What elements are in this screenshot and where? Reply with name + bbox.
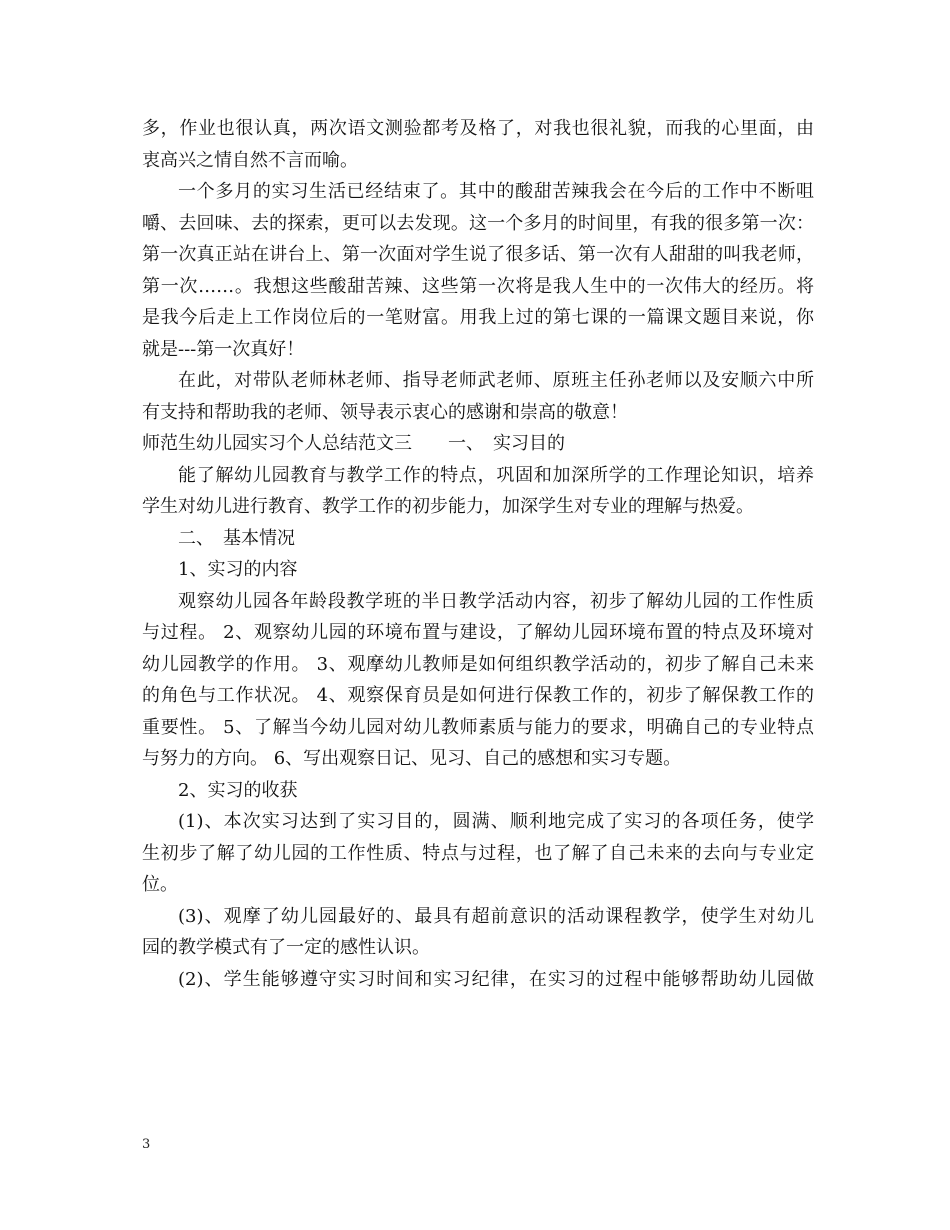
text-line: 第一次真正站在讲台上、第一次面对学生说了很多话、第一次有人甜甜的叫我老师， [142, 244, 814, 265]
section-heading: 师范生幼儿园实习个人总结范文三 一、 实习目的 [142, 433, 565, 454]
text-line: 在此，对带队老师林老师、指导老师武老师、原班主任孙老师以及安顺六中所 [178, 370, 814, 391]
text-line: 嚼、去回味、去的探索，更可以去发现。这一个多月的时间里，有我的很多第一次： [142, 212, 814, 234]
text-line: 有支持和帮助我的老师、领导表示衷心的感谢和崇高的敬意！ [142, 401, 628, 423]
text-line: 重要性。 5、了解当今幼儿园对幼儿教师素质与能力的要求，明确自己的专业特点 [142, 716, 814, 738]
text-line: 幼儿园教学的作用。 3、观摩幼儿教师是如何组织教学活动的，初步了解自己未来 [142, 653, 814, 675]
text-line: 位。 [142, 874, 178, 895]
document-body [142, 113, 814, 995]
text-line: 一个多月的实习生活已经结束了。其中的酸甜苦辣我会在今后的工作中不断咀 [178, 181, 814, 202]
page-number: 3 [142, 1137, 151, 1152]
text-line: 的角色与工作状况。 4、观察保育员是如何进行保教工作的，初步了解保教工作的 [142, 685, 814, 706]
text-line: 学生对幼儿进行教育、教学工作的初步能力，加深学生对专业的理解与热爱。 [142, 496, 754, 517]
text-line: 观察幼儿园各年龄段教学班的半日教学活动内容，初步了解幼儿园的工作性质 [178, 590, 814, 612]
subsection-heading: 2、实习的收获 [178, 779, 298, 801]
text-line: 就是---第一次真好！ [142, 338, 305, 360]
text-line: 生初步了解了幼儿园的工作性质、特点与过程，也了解了自己未来的去向与专业定 [142, 842, 814, 864]
text-line: 与努力的方向。 6、写出观察日记、见习、自己的感想和实习专题。 [142, 748, 682, 769]
text-line: 是我今后走上工作岗位后的一笔财富。用我上过的第七课的一篇课文题目来说，你 [142, 307, 814, 328]
text-line: 能了解幼儿园教育与教学工作的特点，巩固和加深所学的工作理论知识，培养 [178, 464, 814, 486]
text-line: 与过程。 2、观察幼儿园的环境布置与建设，了解幼儿园环境布置的特点及环境对 [142, 622, 814, 643]
text-line: (1)、本次实习达到了实习目的，圆满、顺利地完成了实习的各项任务，使学 [178, 811, 814, 832]
text-line: 衷高兴之情自然不言而喻。 [142, 149, 358, 171]
text-line: 多，作业也很认真，两次语文测验都考及格了，对我也很礼貌，而我的心里面，由 [142, 118, 814, 139]
text-line: (3)、观摩了幼儿园最好的、最具有超前意识的活动课程教学，使学生对幼儿 [178, 905, 814, 927]
subsection-heading: 1、实习的内容 [178, 559, 298, 580]
text-line: 园的教学模式有了一定的感性认识。 [142, 937, 430, 958]
text-line: (2)、学生能够遵守实习时间和实习纪律，在实习的过程中能够帮助幼儿园做 [178, 968, 814, 990]
section-heading: 二、 基本情况 [178, 527, 295, 549]
text-line: 第一次……。我想这些酸甜苦辣、这些第一次将是我人生中的一次伟大的经历。将 [142, 275, 814, 297]
